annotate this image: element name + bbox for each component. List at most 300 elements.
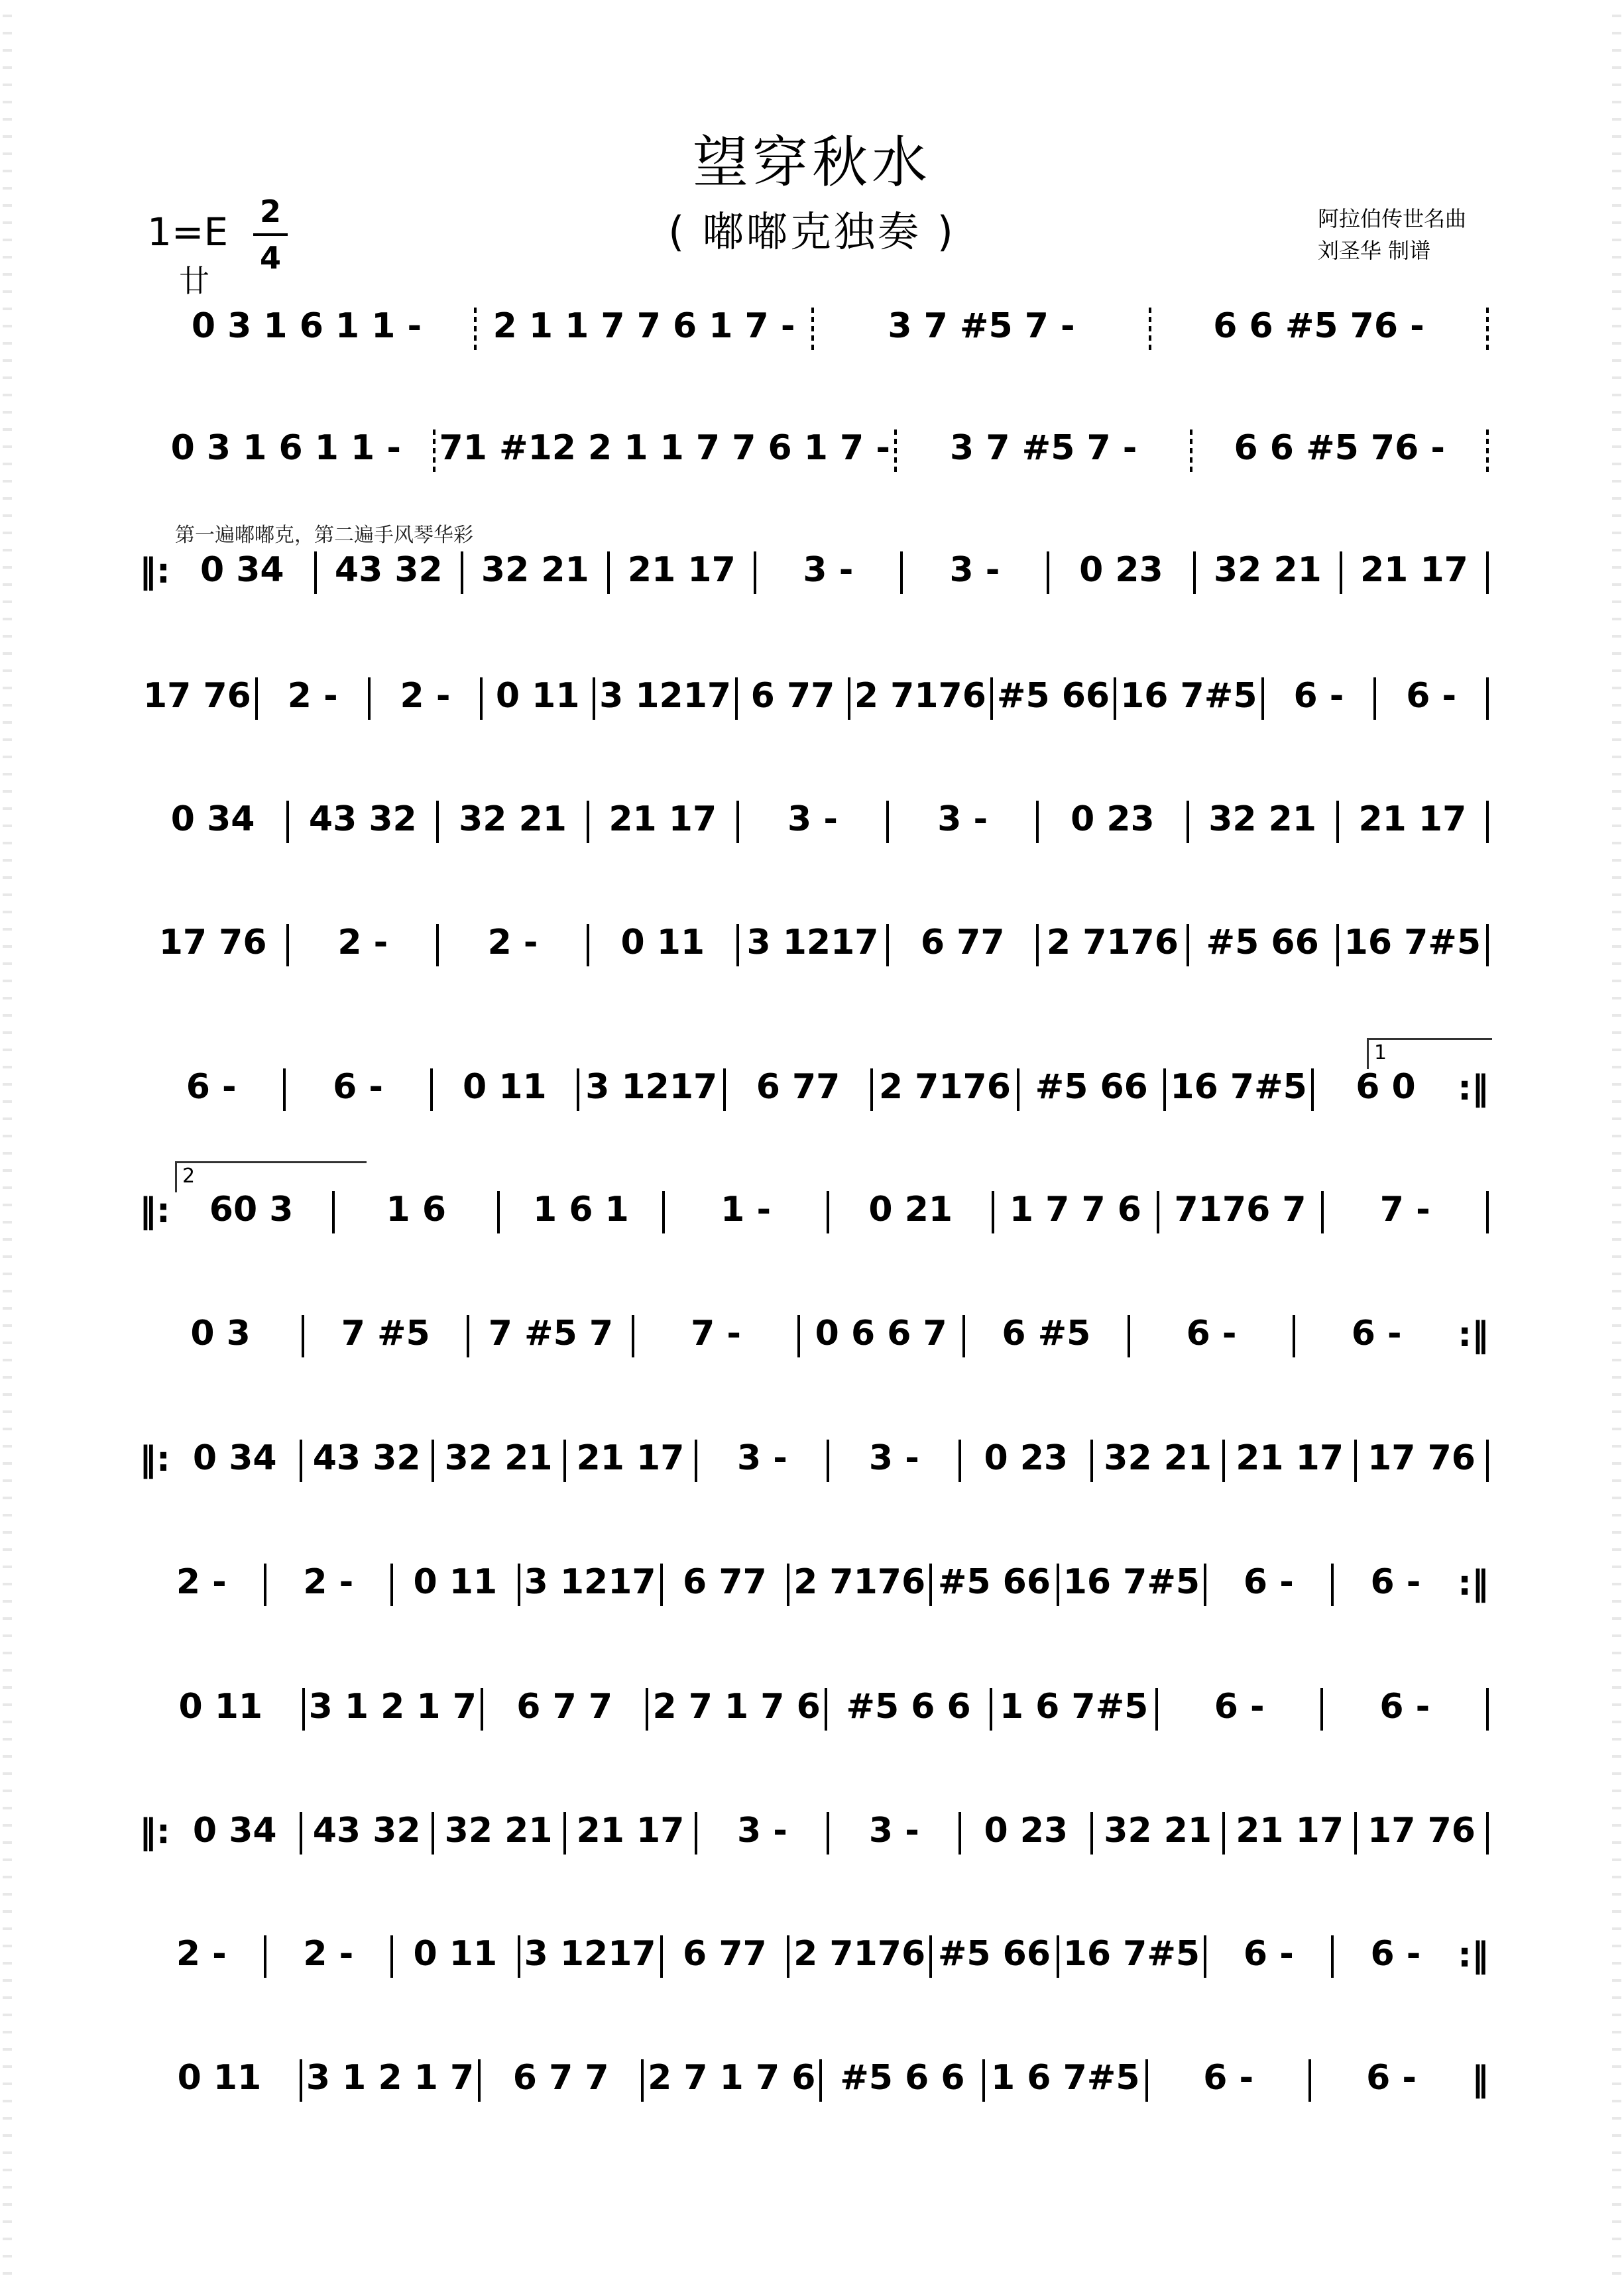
meter-top: 2 bbox=[259, 194, 281, 229]
measure bbox=[317, 550, 461, 595]
dashed-barline bbox=[1486, 429, 1489, 472]
measure-notes: #5 66 bbox=[937, 1562, 1051, 1602]
measure bbox=[665, 1190, 827, 1235]
measure-notes: #5 66 bbox=[937, 1934, 1051, 1974]
measure-notes: 6 - bbox=[1351, 1314, 1402, 1353]
measure-row bbox=[139, 1811, 1489, 1856]
measure bbox=[829, 1438, 958, 1483]
repeat-end-barline: :‖ bbox=[1458, 1935, 1489, 1975]
barline bbox=[1486, 551, 1489, 594]
measure-notes: 21 17 bbox=[627, 550, 736, 590]
score-line bbox=[139, 1314, 1489, 1359]
measure bbox=[439, 799, 586, 844]
measure-row bbox=[139, 1687, 1489, 1732]
measure bbox=[1196, 550, 1340, 595]
measure bbox=[1339, 799, 1486, 844]
measure bbox=[302, 1811, 432, 1856]
measure-notes: 3 1217 bbox=[746, 923, 879, 962]
measure-notes: 3 1217 bbox=[524, 1934, 656, 1974]
measure bbox=[1148, 2058, 1308, 2103]
measure-notes: 43 32 bbox=[334, 550, 443, 590]
measure-notes: 32 21 bbox=[444, 1438, 553, 1478]
measure-notes: 0 11 bbox=[177, 2058, 262, 2098]
barline bbox=[1486, 801, 1489, 843]
measure-notes: 2 - bbox=[303, 1934, 354, 1974]
measure bbox=[994, 1190, 1157, 1235]
measure-notes: 32 21 bbox=[481, 550, 589, 590]
measure bbox=[965, 1314, 1128, 1359]
measure-notes: 0 11 bbox=[620, 923, 705, 962]
right-margin-decoration bbox=[1612, 0, 1621, 2284]
score-line bbox=[139, 1067, 1489, 1112]
barline bbox=[1486, 1688, 1489, 1731]
measure bbox=[139, 1687, 302, 1732]
measure-notes: 6 - bbox=[1186, 1314, 1237, 1353]
measure bbox=[889, 923, 1036, 968]
measure-notes: 16 7#5 bbox=[1344, 923, 1481, 962]
measure bbox=[1019, 1067, 1163, 1112]
measure bbox=[483, 676, 593, 721]
measure-notes: 0 34 bbox=[170, 799, 255, 839]
measure bbox=[1039, 923, 1186, 968]
measure-notes: 0 3 1 6 1 1 - bbox=[170, 428, 401, 468]
score-line bbox=[139, 923, 1489, 968]
measure bbox=[1039, 799, 1186, 844]
measure bbox=[1059, 1562, 1204, 1607]
measure-notes: 0 11 bbox=[495, 676, 580, 716]
measure-notes: #5 6 6 bbox=[840, 2058, 965, 2098]
measure bbox=[139, 2058, 300, 2103]
measure bbox=[595, 676, 735, 721]
measure-notes: 3 - bbox=[737, 1811, 787, 1851]
measure bbox=[1206, 1562, 1331, 1607]
score-line bbox=[139, 2058, 1489, 2103]
measure bbox=[1314, 1067, 1458, 1112]
measure-notes: 6 - bbox=[1370, 1934, 1421, 1974]
measure-notes: 0 23 bbox=[984, 1811, 1069, 1851]
measure-notes: 3 - bbox=[868, 1811, 919, 1851]
measure bbox=[433, 1067, 577, 1112]
measure-row bbox=[139, 2058, 1489, 2103]
measure bbox=[1225, 1811, 1354, 1856]
measure bbox=[439, 923, 586, 968]
measure bbox=[1323, 1687, 1486, 1732]
measure-notes: 0 11 bbox=[463, 1067, 547, 1107]
measure bbox=[139, 799, 286, 844]
measure bbox=[1093, 1811, 1222, 1856]
measure bbox=[483, 1687, 646, 1732]
measure-row bbox=[139, 1067, 1489, 1112]
measure bbox=[789, 1562, 929, 1607]
measure-notes: 6 - bbox=[1214, 1687, 1265, 1727]
measure bbox=[961, 1438, 1090, 1483]
measure bbox=[1357, 1438, 1486, 1483]
measure bbox=[756, 550, 900, 595]
measure-notes: #5 6 6 bbox=[846, 1687, 971, 1727]
measure-notes: 7 - bbox=[1379, 1190, 1430, 1229]
key-signature bbox=[147, 209, 229, 299]
arranger-label: 刘圣华 制谱 bbox=[1318, 238, 1431, 263]
measure-notes: 3 7 #5 7 - bbox=[888, 306, 1075, 346]
key-mark: 廿 bbox=[179, 263, 209, 299]
measure-notes: 2 7176 bbox=[854, 676, 986, 716]
measure-notes: 6 - bbox=[1370, 1562, 1421, 1602]
measure-notes: 3 1217 bbox=[524, 1562, 656, 1602]
measure-notes: 2 7 1 7 6 bbox=[648, 2058, 816, 2098]
measure-notes: 6 - bbox=[1406, 676, 1457, 716]
measure bbox=[566, 1438, 695, 1483]
measure bbox=[697, 1811, 827, 1856]
measure-notes: 0 21 bbox=[868, 1190, 953, 1229]
measure bbox=[634, 1314, 797, 1359]
measure bbox=[738, 676, 848, 721]
repeat-start-barline: ‖: bbox=[139, 551, 170, 591]
measure-notes: 32 21 bbox=[459, 799, 567, 839]
measure-notes: 0 23 bbox=[1071, 799, 1155, 839]
song-title: 望穿秋水 bbox=[692, 130, 931, 195]
measure-notes: 1 6 7#5 bbox=[991, 2058, 1140, 2098]
measure bbox=[1093, 1438, 1222, 1483]
measure-notes: 0 3 1 6 1 1 - bbox=[191, 306, 422, 346]
measure-notes: 1 7 7 6 bbox=[1009, 1190, 1141, 1229]
measure-notes: 2 - bbox=[337, 923, 388, 962]
measure bbox=[302, 2058, 478, 2103]
measure-notes: 17 76 bbox=[143, 676, 251, 716]
score-line bbox=[139, 428, 1489, 473]
measure-notes: 6 - bbox=[1293, 676, 1344, 716]
measure bbox=[266, 1934, 391, 1979]
measure-notes: 21 17 bbox=[1358, 799, 1467, 839]
volta-1-label: 1 bbox=[1374, 1041, 1387, 1064]
measure bbox=[1334, 1934, 1458, 1979]
measure-row bbox=[139, 1934, 1489, 1979]
measure bbox=[1049, 550, 1193, 595]
score-line bbox=[139, 1190, 1489, 1235]
measure bbox=[139, 1562, 264, 1607]
measure-notes: 6 - bbox=[186, 1067, 237, 1107]
barline bbox=[1486, 1812, 1489, 1855]
measure bbox=[477, 306, 811, 351]
measure bbox=[393, 1562, 518, 1607]
measure bbox=[739, 799, 886, 844]
measure-notes: 16 7#5 bbox=[1063, 1934, 1200, 1974]
measure-notes: 3 - bbox=[737, 1438, 787, 1478]
measure-notes: 43 32 bbox=[308, 799, 417, 839]
measure bbox=[434, 1811, 563, 1856]
measure-notes: 7 #5 7 bbox=[488, 1314, 614, 1353]
measure bbox=[589, 923, 736, 968]
measure-notes: 3 1 2 1 7 bbox=[306, 2058, 475, 2098]
measure-notes: 21 17 bbox=[576, 1438, 685, 1478]
score-line bbox=[139, 550, 1489, 595]
credits bbox=[1318, 203, 1466, 266]
measure-notes: 6 77 bbox=[920, 923, 1005, 962]
measure bbox=[663, 1562, 787, 1607]
meter-divider bbox=[253, 233, 288, 236]
measure-notes: 16 7#5 bbox=[1120, 676, 1257, 716]
measure-notes: 3 - bbox=[868, 1438, 919, 1478]
measure-notes: 6 7 7 bbox=[516, 1687, 613, 1727]
measure-notes: 3 - bbox=[803, 550, 854, 590]
volta-2-bracket bbox=[175, 1161, 367, 1192]
measure bbox=[139, 428, 433, 473]
measure bbox=[1116, 676, 1261, 721]
measure-notes: 6 77 bbox=[750, 676, 835, 716]
measure-notes: 7 - bbox=[691, 1314, 741, 1353]
measure-notes: 3 7 #5 7 - bbox=[950, 428, 1137, 468]
measure bbox=[932, 1934, 1057, 1979]
measure-notes: 0 34 bbox=[192, 1811, 277, 1851]
measure-notes: 1 6 7#5 bbox=[999, 1687, 1149, 1727]
left-margin-decoration bbox=[3, 0, 12, 2284]
measure bbox=[822, 2058, 982, 2103]
measure bbox=[1059, 1934, 1204, 1979]
measure-notes: #5 66 bbox=[1035, 1067, 1148, 1107]
measure-notes: 6 6 #5 76 - bbox=[1213, 306, 1424, 346]
measure-notes: 6 - bbox=[1243, 1562, 1294, 1602]
measure bbox=[1295, 1314, 1458, 1359]
measure bbox=[520, 1934, 660, 1979]
repeat-end-barline: :‖ bbox=[1458, 1315, 1489, 1355]
measure-notes: 21 17 bbox=[1236, 1438, 1344, 1478]
measure-notes: 7 #5 bbox=[341, 1314, 430, 1353]
measure bbox=[1357, 1811, 1486, 1856]
score-line bbox=[139, 676, 1489, 721]
measure-notes: 0 11 bbox=[413, 1934, 498, 1974]
measure-notes: 3 - bbox=[949, 550, 1000, 590]
measure-notes: 21 17 bbox=[1360, 550, 1468, 590]
measure-notes: 3 - bbox=[787, 799, 838, 839]
measure-notes: 6 0 bbox=[1356, 1067, 1416, 1107]
origin-label: 阿拉伯传世名曲 bbox=[1318, 206, 1467, 231]
measure bbox=[139, 1934, 264, 1979]
measure-notes: 32 21 bbox=[1104, 1811, 1212, 1851]
measure-notes: 3 1 2 1 7 bbox=[308, 1687, 477, 1727]
measure bbox=[1166, 1067, 1310, 1112]
measure bbox=[897, 428, 1190, 473]
measure bbox=[800, 1314, 962, 1359]
measure-notes: 2 - bbox=[176, 1934, 227, 1974]
measure-row bbox=[139, 550, 1489, 595]
meter-bottom: 4 bbox=[259, 240, 281, 276]
measure-row bbox=[139, 923, 1489, 968]
performance-note: 第一遍嘟嘟克，第二遍手风琴华彩 bbox=[175, 524, 473, 547]
measure bbox=[481, 2058, 641, 2103]
measure-notes: 3 1217 bbox=[599, 676, 732, 716]
measure-notes: 43 32 bbox=[312, 1811, 421, 1851]
volta-2-label: 2 bbox=[182, 1165, 196, 1188]
score-line bbox=[139, 306, 1489, 351]
measure-notes: 6 6 #5 76 - bbox=[1234, 428, 1445, 468]
measure bbox=[985, 2058, 1145, 2103]
measure bbox=[1192, 428, 1486, 473]
measure bbox=[992, 1687, 1155, 1732]
measure bbox=[289, 923, 436, 968]
measure-notes: 6 #5 bbox=[1002, 1314, 1091, 1353]
measure-notes: 0 11 bbox=[413, 1562, 498, 1602]
measure bbox=[1189, 923, 1336, 968]
measure-notes: 21 17 bbox=[609, 799, 717, 839]
measure-notes: 21 17 bbox=[1236, 1811, 1344, 1851]
measure-notes: 2 - bbox=[176, 1562, 227, 1602]
measure bbox=[589, 799, 736, 844]
measure bbox=[258, 676, 368, 721]
measure-notes: 2 - bbox=[400, 676, 451, 716]
measure bbox=[1339, 923, 1486, 968]
measure-notes: #5 66 bbox=[996, 676, 1110, 716]
measure bbox=[829, 1811, 958, 1856]
barline bbox=[1486, 924, 1489, 966]
measure bbox=[139, 676, 255, 721]
measure bbox=[789, 1934, 929, 1979]
score-line bbox=[139, 1562, 1489, 1607]
measure-row bbox=[139, 799, 1489, 844]
measure-notes: 0 23 bbox=[1079, 550, 1163, 590]
measure-notes: 16 7#5 bbox=[1170, 1067, 1307, 1107]
measure bbox=[393, 1934, 518, 1979]
measure bbox=[726, 1067, 870, 1112]
measure bbox=[469, 1314, 632, 1359]
measure bbox=[739, 923, 886, 968]
repeat-start-barline: ‖: bbox=[139, 1440, 170, 1479]
measure bbox=[1151, 306, 1486, 351]
measure bbox=[139, 1314, 302, 1359]
measure-notes: 7176 7 bbox=[1174, 1190, 1306, 1229]
measure-notes: 1 6 1 bbox=[533, 1190, 629, 1229]
measure-notes: 3 1217 bbox=[585, 1067, 718, 1107]
measure bbox=[648, 1687, 824, 1732]
measure bbox=[1324, 1190, 1486, 1235]
measure-notes: 17 76 bbox=[1367, 1438, 1476, 1478]
measure bbox=[170, 550, 314, 595]
measure bbox=[1159, 1190, 1322, 1235]
measure-row bbox=[139, 1190, 1489, 1235]
measure-row bbox=[139, 428, 1489, 473]
repeat-end-barline: :‖ bbox=[1458, 1068, 1489, 1108]
repeat-end-barline: :‖ bbox=[1458, 1564, 1489, 1603]
measure-notes: 6 - bbox=[1243, 1934, 1294, 1974]
measure-notes: 6 - bbox=[333, 1067, 383, 1107]
measure bbox=[663, 1934, 787, 1979]
volta-1-bracket bbox=[1367, 1038, 1492, 1069]
measure-row bbox=[139, 1314, 1489, 1359]
measure bbox=[139, 1067, 283, 1112]
measure-notes: 2 7176 bbox=[1046, 923, 1179, 962]
measure bbox=[170, 1811, 300, 1856]
measure bbox=[371, 676, 481, 721]
song-subtitle: ( 嘟嘟克独奏 ) bbox=[668, 207, 956, 256]
measure-notes: 0 23 bbox=[984, 1438, 1069, 1478]
measure-notes: 17 76 bbox=[1367, 1811, 1476, 1851]
measure bbox=[286, 1067, 430, 1112]
dashed-barline bbox=[1486, 308, 1489, 350]
measure bbox=[903, 550, 1047, 595]
measure bbox=[1342, 550, 1486, 595]
repeat-start-barline: ‖: bbox=[139, 1812, 170, 1852]
measure bbox=[1206, 1934, 1331, 1979]
measure-notes: 32 21 bbox=[444, 1811, 553, 1851]
measure-row bbox=[139, 1562, 1489, 1607]
measure bbox=[873, 1067, 1017, 1112]
measure bbox=[1225, 1438, 1354, 1483]
measure-notes: 32 21 bbox=[1104, 1438, 1212, 1478]
measure-notes: 2 - bbox=[487, 923, 538, 962]
measure-notes: 71 #12 2 1 1 7 7 6 1 7 - bbox=[439, 428, 890, 468]
measure bbox=[610, 550, 754, 595]
measure bbox=[566, 1811, 695, 1856]
measure bbox=[697, 1438, 827, 1483]
measure-notes: 43 32 bbox=[312, 1438, 421, 1478]
measure-notes: 2 - bbox=[303, 1562, 354, 1602]
measure-notes: 2 7176 bbox=[793, 1934, 926, 1974]
measure bbox=[1130, 1314, 1293, 1359]
measure-notes: 32 21 bbox=[1208, 799, 1317, 839]
measure-notes: 0 34 bbox=[200, 550, 284, 590]
measure-notes: 21 17 bbox=[576, 1811, 685, 1851]
measure bbox=[170, 1190, 333, 1235]
measure bbox=[961, 1811, 1090, 1856]
measure-notes: 6 - bbox=[1379, 1687, 1430, 1727]
final-barline: ‖ bbox=[1472, 2059, 1489, 2099]
score-line bbox=[139, 1687, 1489, 1732]
measure bbox=[434, 1438, 563, 1483]
measure-notes: 0 6 6 7 bbox=[815, 1314, 947, 1353]
measure bbox=[1189, 799, 1336, 844]
measure bbox=[827, 1687, 990, 1732]
measure-notes: 2 7176 bbox=[878, 1067, 1011, 1107]
measure bbox=[304, 1314, 467, 1359]
measure bbox=[1334, 1562, 1458, 1607]
measure bbox=[889, 799, 1036, 844]
measure-notes: 6 - bbox=[1366, 2058, 1417, 2098]
measure bbox=[1311, 2058, 1472, 2103]
measure bbox=[302, 1438, 432, 1483]
score-line bbox=[139, 1811, 1489, 1856]
measure bbox=[435, 428, 894, 473]
measure bbox=[829, 1190, 992, 1235]
measure bbox=[139, 923, 286, 968]
measure bbox=[1264, 676, 1374, 721]
barline bbox=[1486, 677, 1489, 720]
measure-notes: 1 6 bbox=[386, 1190, 447, 1229]
measure-notes: 0 11 bbox=[178, 1687, 263, 1727]
measure bbox=[139, 306, 474, 351]
score-line bbox=[139, 1934, 1489, 1979]
repeat-start-barline: ‖: bbox=[139, 1191, 170, 1231]
measure bbox=[335, 1190, 497, 1235]
measure bbox=[579, 1067, 723, 1112]
measure-notes: 32 21 bbox=[1213, 550, 1322, 590]
measure bbox=[850, 676, 990, 721]
measure bbox=[932, 1562, 1057, 1607]
measure bbox=[289, 799, 436, 844]
measure-notes: 0 3 bbox=[190, 1314, 251, 1353]
measure-notes: 6 - bbox=[1203, 2058, 1254, 2098]
measure-notes: 6 7 7 bbox=[512, 2058, 609, 2098]
measure-notes: 16 7#5 bbox=[1063, 1562, 1200, 1602]
measure-row bbox=[139, 676, 1489, 721]
measure bbox=[520, 1562, 660, 1607]
measure-notes: 60 3 bbox=[209, 1190, 294, 1229]
barline bbox=[1486, 1191, 1489, 1233]
measure bbox=[1376, 676, 1486, 721]
measure bbox=[170, 1438, 300, 1483]
measure bbox=[500, 1190, 662, 1235]
measure-row bbox=[139, 306, 1489, 351]
measure bbox=[305, 1687, 481, 1732]
measure-notes: 0 34 bbox=[192, 1438, 277, 1478]
measure bbox=[463, 550, 607, 595]
